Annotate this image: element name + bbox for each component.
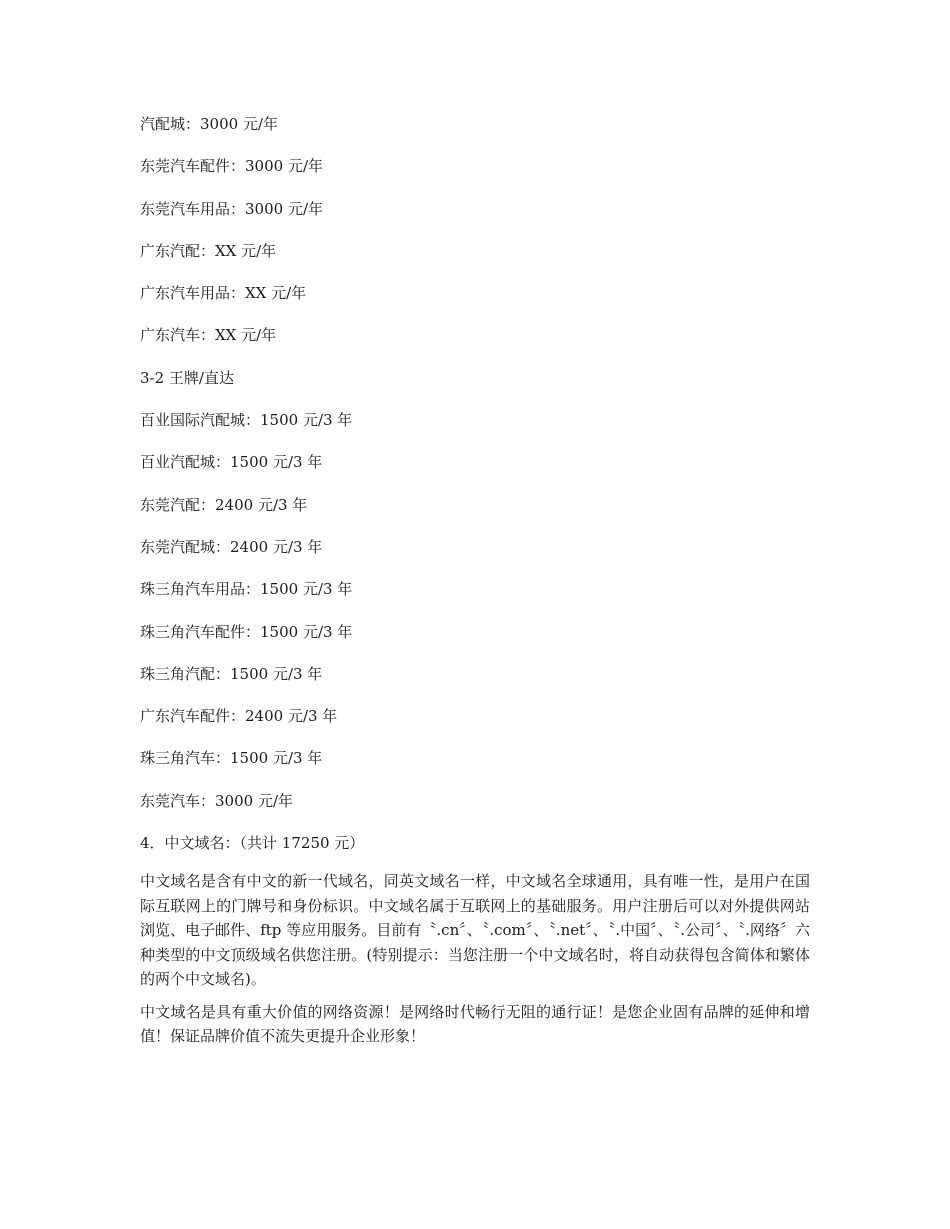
section-heading: 3-2 王牌/直达	[140, 368, 234, 387]
price-line: 百业汽配城：1500 元/3 年	[140, 453, 323, 472]
price-line: 广东汽车：XX 元/年	[140, 326, 277, 345]
price-line: 东莞汽车配件：3000 元/年	[140, 157, 323, 176]
price-line: 珠三角汽车用品：1500 元/3 年	[140, 580, 353, 599]
body-paragraph: 中文域名是具有重大价值的网络资源！是网络时代畅行无阻的通行证！是您企业固有品牌的延伸和增值！保证品牌价值不流失更提升企业形象！	[140, 1002, 810, 1046]
price-line: 东莞汽车：3000 元/年	[140, 791, 293, 810]
price-line: 汽配城：3000 元/年	[140, 115, 278, 133]
price-line: 珠三角汽配：1500 元/3 年	[140, 664, 323, 683]
price-line: 东莞汽配：2400 元/3 年	[140, 495, 308, 514]
price-line: 百业国际汽配城：1500 元/3 年	[140, 411, 353, 430]
price-line: 珠三角汽车配件：1500 元/3 年	[140, 622, 353, 641]
price-line: 东莞汽车用品：3000 元/年	[140, 199, 323, 218]
price-line: 广东汽车配件：2400 元/3 年	[140, 707, 338, 726]
document-page	[140, 108, 810, 1057]
price-line: 广东汽配：XX 元/年	[140, 241, 277, 260]
price-line: 东莞汽配城：2400 元/3 年	[140, 537, 323, 556]
price-line: 广东汽车用品：XX 元/年	[140, 284, 307, 303]
section-heading: 4．中文域名：（共计 17250 元）	[140, 834, 365, 853]
price-line: 珠三角汽车：1500 元/3 年	[140, 749, 323, 768]
body-paragraph: 中文域名是含有中文的新一代域名，同英文域名一样，中文域名全球通用，具有唯一性，是用户在国际互联网上的门牌号和身份标识。中文域名属于互联网上的基础服务。用户注册后可以对外提供网站浏览、电子邮件、ftp 等应用服务。目前有〝.cn〞、〝.com〞、〝.net〞、〝.中国〞、〝.公司〞、〝.网络〞六种类型的中文顶级域名供您注册。(特别提示：当您注册一个中文域名时，将自动获得包含简体和繁体的两个中文域名)。	[140, 872, 810, 989]
